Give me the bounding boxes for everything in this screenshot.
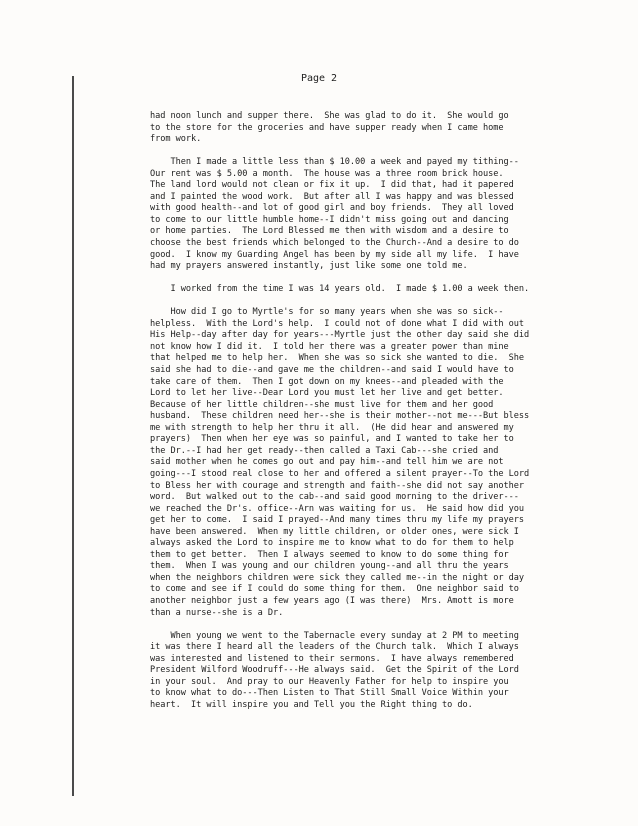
text-line: When young we went to the Tabernacle every sunday at 2 PM to meeting: [150, 630, 519, 641]
text-line: helpless. With the Lord's help. I could not of done what I did with out: [150, 318, 525, 329]
text-line: husband. These children need her--she is their mother--not me---But bless: [150, 411, 530, 422]
text-line: to Bless her with courage and strength and faith--she did not say another: [150, 480, 525, 491]
text-line: Because of her little children--she must live for them and her good: [150, 399, 494, 410]
text-line: take care of them. Then I got down on my knees--and pleaded with the: [150, 376, 504, 387]
paragraph: [150, 111, 618, 146]
text-line: President Wilford Woodruff---He always said. Get the Spirit of the Lord: [150, 665, 519, 676]
text-line: that helped me to help her. When she was so sick she wanted to die. She: [150, 353, 525, 364]
text-line: I worked from the time I was 14 years old. I made $ 1.00 a week then.: [150, 284, 530, 295]
page-number: Page 2: [300, 73, 338, 84]
text-line: get her to come. I said I prayed--And many times thru my life my prayers: [150, 515, 525, 526]
text-line: than a nurse--she is a Dr.: [150, 607, 284, 618]
text-line: with good health--and lot of good girl and boy friends. They all loved: [150, 203, 514, 214]
text-line: had noon lunch and supper there. She was glad to do it. She would go: [150, 111, 509, 121]
paragraph: [150, 631, 618, 712]
text-line: and I painted the wood work. But after all I was happy and was blessed: [150, 191, 514, 202]
text-line: it was there I heard all the leaders of the Church talk. Which I always: [150, 642, 519, 653]
text-line: have been answered. When my little children, or older ones, were sick I: [150, 526, 519, 537]
paragraph-gap: [150, 146, 618, 158]
text-line: was interested and listened to their sermons. I have always remembered: [150, 653, 514, 664]
paragraph: [150, 307, 618, 619]
text-line: said mother when he comes go out and pay him--and tell him we are not: [150, 457, 504, 468]
text-line: always asked the Lord to inspire me to know what to do for them to help: [150, 538, 514, 549]
text-line: going---I stood real close to her and offered a silent prayer--To the Lord: [150, 468, 530, 479]
text-line: or home parties. The Lord Blessed me then with wisdom and a desire to: [150, 226, 509, 237]
text-line: them. When I was young and our children young--and all thru the years: [150, 561, 509, 572]
text-line: heart. It will inspire you and Tell you the Right thing to do.: [150, 699, 473, 710]
paragraph-gap: [150, 296, 618, 308]
body-text: [150, 111, 618, 711]
text-line: word. But walked out to the cab--and said good morning to the driver---: [150, 492, 519, 503]
text-line: not know how I did it. I told her there was a greater power than mine: [150, 341, 509, 352]
text-line: His Help--day after day for years---Myrtle just the other day said she did: [150, 330, 530, 341]
text-line: choose the best friends which belonged to the Church--And a desire to do: [150, 238, 519, 249]
text-line: The land lord would not clean or fix it up. I did that, had it papered: [150, 180, 514, 191]
text-line: them to get better. Then I always seemed to know to do some thing for: [150, 549, 509, 560]
text-line: in your soul. And pray to our Heavenly Father for help to inspire you: [150, 676, 509, 687]
paragraph: [150, 157, 618, 272]
text-line: good. I know my Guarding Angel has been by my side all my life. I have: [150, 249, 519, 260]
text-line: the Dr.--I had her get ready--then called a Taxi Cab---she cried and: [150, 445, 499, 456]
text-line: when the neighbors children were sick they called me--in the night or day: [150, 572, 525, 583]
page-left-edge-shadow: [72, 76, 74, 796]
text-line: prayers) Then when her eye was so painful, and I wanted to take her to: [150, 434, 514, 445]
text-line: Then I made a little less than $ 10.00 a week and payed my tithing--: [150, 157, 519, 168]
paragraph-gap: [150, 273, 618, 285]
text-line: to the store for the groceries and have supper ready when I came home: [150, 122, 504, 133]
paragraph-gap: [150, 619, 618, 631]
text-line: me with strength to help her thru it all. (He did hear and answered my: [150, 422, 514, 433]
text-line: had my prayers answered instantly, just like some one told me.: [150, 261, 468, 272]
text-line: to know what to do---Then Listen to That Still Small Voice Within your: [150, 688, 509, 699]
text-line: Lord to let her live--Dear Lord you must let her live and get better.: [150, 388, 504, 399]
text-line: said she had to die--and gave me the children--and said I would have to: [150, 365, 514, 376]
text-line: to come to our little humble home--I didn't miss going out and dancing: [150, 214, 509, 225]
text-line: we reached the Dr's. office--Arn was waiting for us. He said how did you: [150, 503, 525, 514]
text-line: to come and see if I could do some thing for them. One neighbor said to: [150, 584, 519, 595]
text-line: another neighbor just a few years ago (I was there) Mrs. Amott is more: [150, 595, 514, 606]
text-line: How did I go to Myrtle's for so many years when she was so sick--: [150, 307, 504, 318]
text-line: from work.: [150, 134, 202, 145]
text-line: Our rent was $ 5.00 a month. The house was a three room brick house.: [150, 168, 504, 179]
paragraph: [150, 284, 618, 296]
